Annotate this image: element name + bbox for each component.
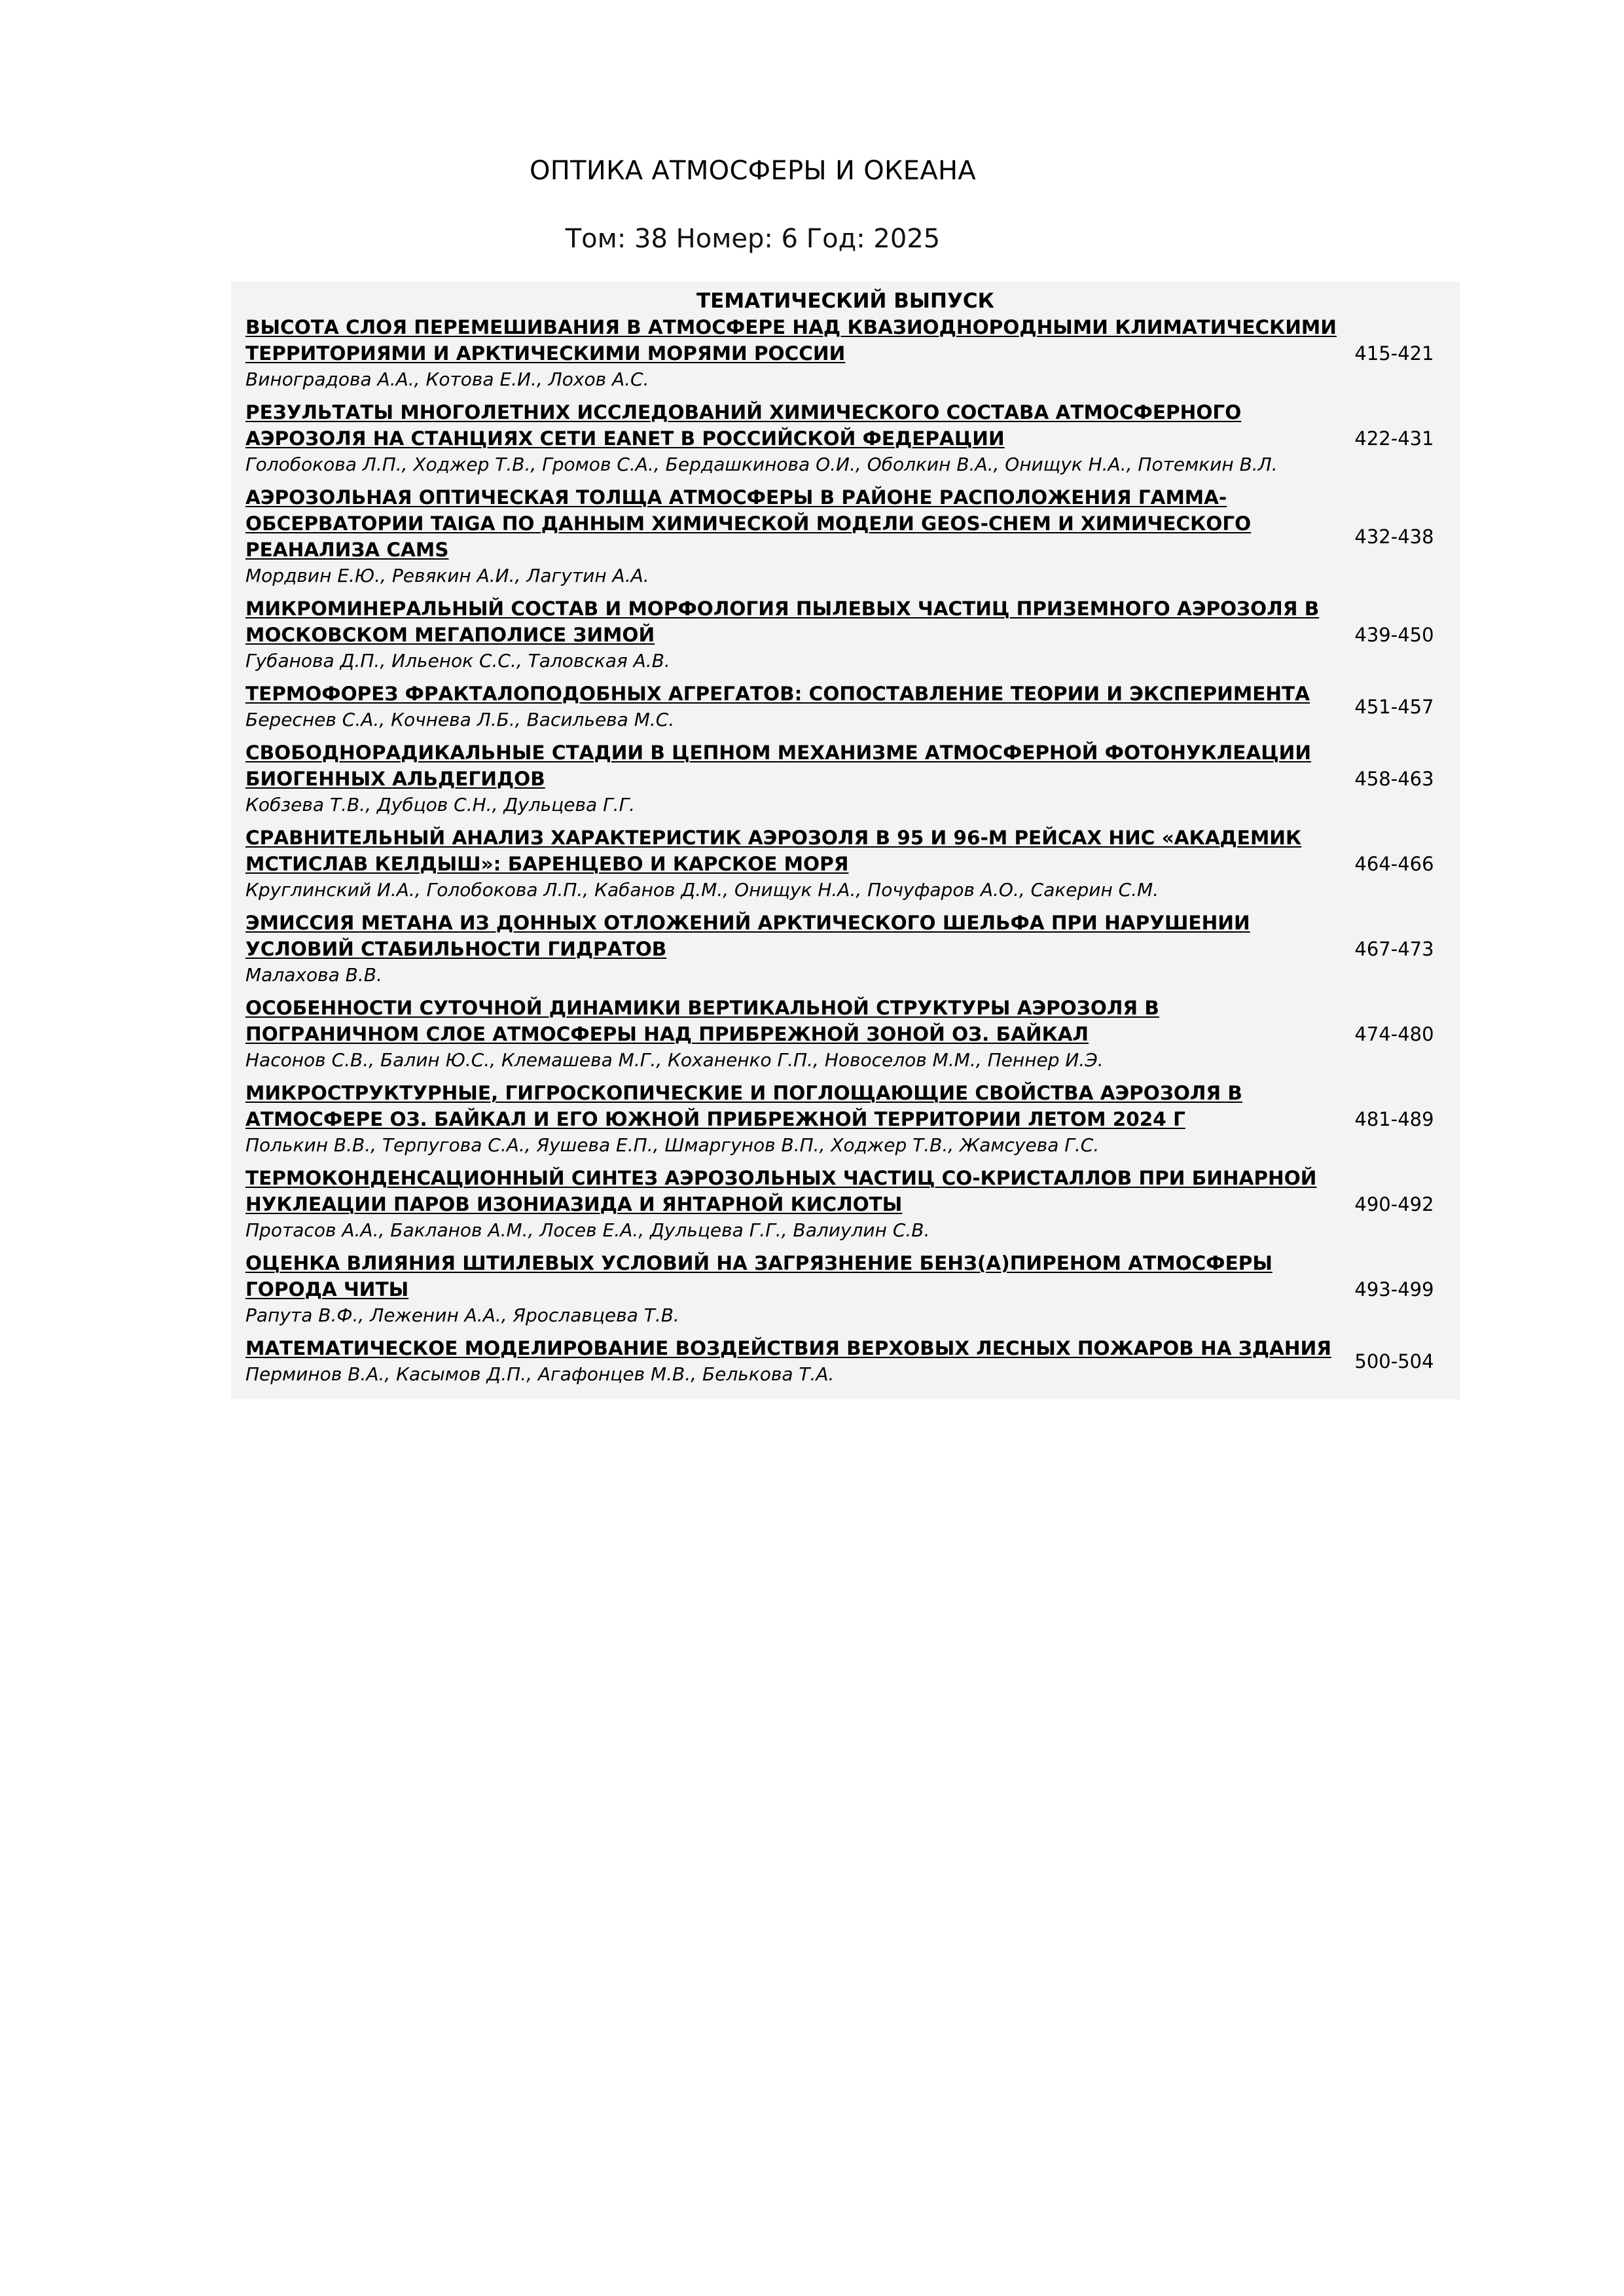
article-entry [231, 399, 1460, 478]
issue-info: Том: 38 Номер: 6 Год: 2025 [565, 224, 941, 254]
article-title-link[interactable]: МИКРОСТРУКТУРНЫЕ, ГИГРОСКОПИЧЕСКИЕ И ПОГЛОЩАЮЩИЕ СВОЙСТВА АЭРОЗОЛЯ В АТМОСФЕРЕ ОЗ. БАЙКАЛ И ЕГО ЮЖНОЙ ПРИБРЕЖНОЙ ТЕРРИТОРИИ ЛЕТОМ 2024 Г [245, 1082, 1242, 1130]
article-entry [231, 740, 1460, 818]
article-pages: 415-421 [1354, 342, 1434, 365]
article-authors: Мордвин Е.Ю., Ревякин А.И., Лагутин А.А. [245, 565, 649, 586]
article-authors: Перминов В.А., Касымов Д.П., Агафонцев М.В., Белькова Т.А. [245, 1363, 835, 1385]
article-body [245, 484, 1339, 589]
article-entry [231, 314, 1460, 393]
article-authors: Круглинский И.А., Голобокова Л.П., Кабанов Д.М., Онищук Н.А., Почуфаров А.О., Сакерин С.М. [245, 879, 1159, 901]
article-authors: Полькин В.В., Терпугова С.А., Яушева Е.П., Шмаргунов В.П., Ходжер Т.В., Жамсуева Г.С. [245, 1134, 1100, 1156]
article-pages: 464-466 [1354, 853, 1434, 875]
article-authors: Голобокова Л.П., Ходжер Т.В., Громов С.А., Бердашкинова О.И., Оболкин В.А., Онищук Н.А., Потемкин В.Л. [245, 454, 1278, 475]
article-title-link[interactable]: МИКРОМИНЕРАЛЬНЫЙ СОСТАВ И МОРФОЛОГИЯ ПЫЛЕВЫХ ЧАСТИЦ ПРИЗЕМНОГО АЭРОЗОЛЯ В МОСКОВСКОМ МЕГАПОЛИСЕ ЗИМОЙ [245, 598, 1320, 646]
article-entry [231, 484, 1460, 589]
article-title-link[interactable]: ОЦЕНКА ВЛИЯНИЯ ШТИЛЕВЫХ УСЛОВИЙ НА ЗАГРЯЗНЕНИЕ БЕНЗ(А)ПИРЕНОМ АТМОСФЕРЫ ГОРОДА ЧИТЫ [245, 1252, 1272, 1300]
article-authors: Малахова В.В. [245, 964, 382, 986]
article-authors: Протасов А.А., Бакланов А.М., Лосев Е.А., Дульцева Г.Г., Валиулин С.В. [245, 1219, 930, 1241]
article-pages: 493-499 [1354, 1278, 1434, 1300]
article-pages: 458-463 [1354, 768, 1434, 790]
section-heading: ТЕМАТИЧЕСКИЙ ВЫПУСК [696, 289, 994, 313]
article-body [245, 399, 1339, 478]
article-pages: 467-473 [1354, 938, 1434, 960]
article-authors: Виноградова А.А., Котова Е.И., Лохов А.С. [245, 368, 649, 390]
article-body [245, 825, 1339, 903]
article-body [245, 995, 1339, 1073]
article-body [245, 1250, 1339, 1329]
article-entry [231, 681, 1460, 733]
article-pages: 432-438 [1354, 526, 1434, 548]
article-pages: 439-450 [1354, 624, 1434, 646]
article-list [231, 314, 1460, 1388]
article-entry [231, 596, 1460, 674]
article-pages: 474-480 [1354, 1023, 1434, 1045]
article-entry [231, 910, 1460, 988]
article-entry [231, 1165, 1460, 1244]
article-body [245, 1165, 1339, 1244]
article-pages: 500-504 [1354, 1350, 1434, 1372]
article-body [245, 596, 1339, 674]
article-entry [231, 995, 1460, 1073]
article-body [245, 910, 1339, 988]
article-body [245, 1080, 1339, 1158]
article-authors: Береснев С.А., Кочнева Л.Б., Васильева М.С. [245, 709, 675, 730]
article-title-link[interactable]: ЭМИССИЯ МЕТАНА ИЗ ДОННЫХ ОТЛОЖЕНИЙ АРКТИЧЕСКОГО ШЕЛЬФА ПРИ НАРУШЕНИИ УСЛОВИЙ СТАБИЛЬНОСТИ ГИДРАТОВ [245, 912, 1250, 960]
article-pages: 451-457 [1354, 696, 1434, 718]
article-title-link[interactable]: ТЕРМОКОНДЕНСАЦИОННЫЙ СИНТЕЗ АЭРОЗОЛЬНЫХ ЧАСТИЦ СО-КРИСТАЛЛОВ ПРИ БИНАРНОЙ НУКЛЕАЦИИ ПАРОВ ИЗОНИАЗИДА И ЯНТАРНОЙ КИСЛОТЫ [245, 1167, 1317, 1215]
article-entry [231, 1335, 1460, 1388]
article-authors: Кобзева Т.В., Дубцов С.Н., Дульцева Г.Г. [245, 794, 636, 816]
journal-title: ОПТИКА АТМОСФЕРЫ И ОКЕАНА [529, 156, 977, 186]
article-entry [231, 1080, 1460, 1158]
article-title-link[interactable]: РЕЗУЛЬТАТЫ МНОГОЛЕТНИХ ИССЛЕДОВАНИЙ ХИМИЧЕСКОГО СОСТАВА АТМОСФЕРНОГО АЭРОЗОЛЯ НА СТАНЦИЯХ СЕТИ EANET В РОССИЙСКОЙ ФЕДЕРАЦИИ [245, 401, 1242, 450]
article-pages: 481-489 [1354, 1108, 1434, 1130]
article-authors: Насонов С.В., Балин Ю.С., Клемашева М.Г., Коханенко Г.П., Новоселов М.М., Пеннер И.Э. [245, 1049, 1104, 1071]
article-authors: Губанова Д.П., Ильенок С.С., Таловская А.В. [245, 650, 670, 672]
article-body [245, 681, 1339, 733]
article-title-link[interactable]: МАТЕМАТИЧЕСКОЕ МОДЕЛИРОВАНИЕ ВОЗДЕЙСТВИЯ ВЕРХОВЫХ ЛЕСНЫХ ПОЖАРОВ НА ЗДАНИЯ [245, 1337, 1331, 1359]
article-title-link[interactable]: ОСОБЕННОСТИ СУТОЧНОЙ ДИНАМИКИ ВЕРТИКАЛЬНОЙ СТРУКТУРЫ АЭРОЗОЛЯ В ПОГРАНИЧНОМ СЛОЕ АТМОСФЕРЫ НАД ПРИБРЕЖНОЙ ЗОНОЙ ОЗ. БАЙКАЛ [245, 997, 1159, 1045]
article-title-link[interactable]: ТЕРМОФОРЕЗ ФРАКТАЛОПОДОБНЫХ АГРЕГАТОВ: СОПОСТАВЛЕНИЕ ТЕОРИИ И ЭКСПЕРИМЕНТА [245, 683, 1310, 705]
article-body [245, 740, 1339, 818]
article-title-link[interactable]: СРАВНИТЕЛЬНЫЙ АНАЛИЗ ХАРАКТЕРИСТИК АЭРОЗОЛЯ В 95 И 96-М РЕЙСАХ НИС «АКАДЕМИК МСТИСЛАВ КЕЛДЫШ»: БАРЕНЦЕВО И КАРСКОЕ МОРЯ [245, 827, 1302, 875]
article-body [245, 314, 1339, 393]
article-entry [231, 825, 1460, 903]
article-title-link[interactable]: ВЫСОТА СЛОЯ ПЕРЕМЕШИВАНИЯ В АТМОСФЕРЕ НАД КВАЗИОДНОРОДНЫМИ КЛИМАТИЧЕСКИМИ ТЕРРИТОРИЯМИ И АРКТИЧЕСКИМИ МОРЯМИ РОССИИ [245, 316, 1337, 365]
article-entry [231, 1250, 1460, 1329]
article-authors: Рапута В.Ф., Леженин А.А., Ярославцева Т.В. [245, 1304, 679, 1326]
article-title-link[interactable]: АЭРОЗОЛЬНАЯ ОПТИЧЕСКАЯ ТОЛЩА АТМОСФЕРЫ В РАЙОНЕ РАСПОЛОЖЕНИЯ ГАММА-ОБСЕРВАТОРИИ TAIGA ПО ДАННЫМ ХИМИЧЕСКОЙ МОДЕЛИ GEOS-CHEM И ХИМИЧЕСКОГО РЕАНАЛИЗА CAMS [245, 486, 1252, 561]
article-pages: 490-492 [1354, 1193, 1434, 1215]
article-body [245, 1335, 1339, 1388]
article-pages: 422-431 [1354, 427, 1434, 450]
table-of-contents [231, 281, 1460, 1399]
article-title-link[interactable]: СВОБОДНОРАДИКАЛЬНЫЕ СТАДИИ В ЦЕПНОМ МЕХАНИЗМЕ АТМОСФЕРНОЙ ФОТОНУКЛЕАЦИИ БИОГЕННЫХ АЛЬДЕГИДОВ [245, 742, 1312, 790]
